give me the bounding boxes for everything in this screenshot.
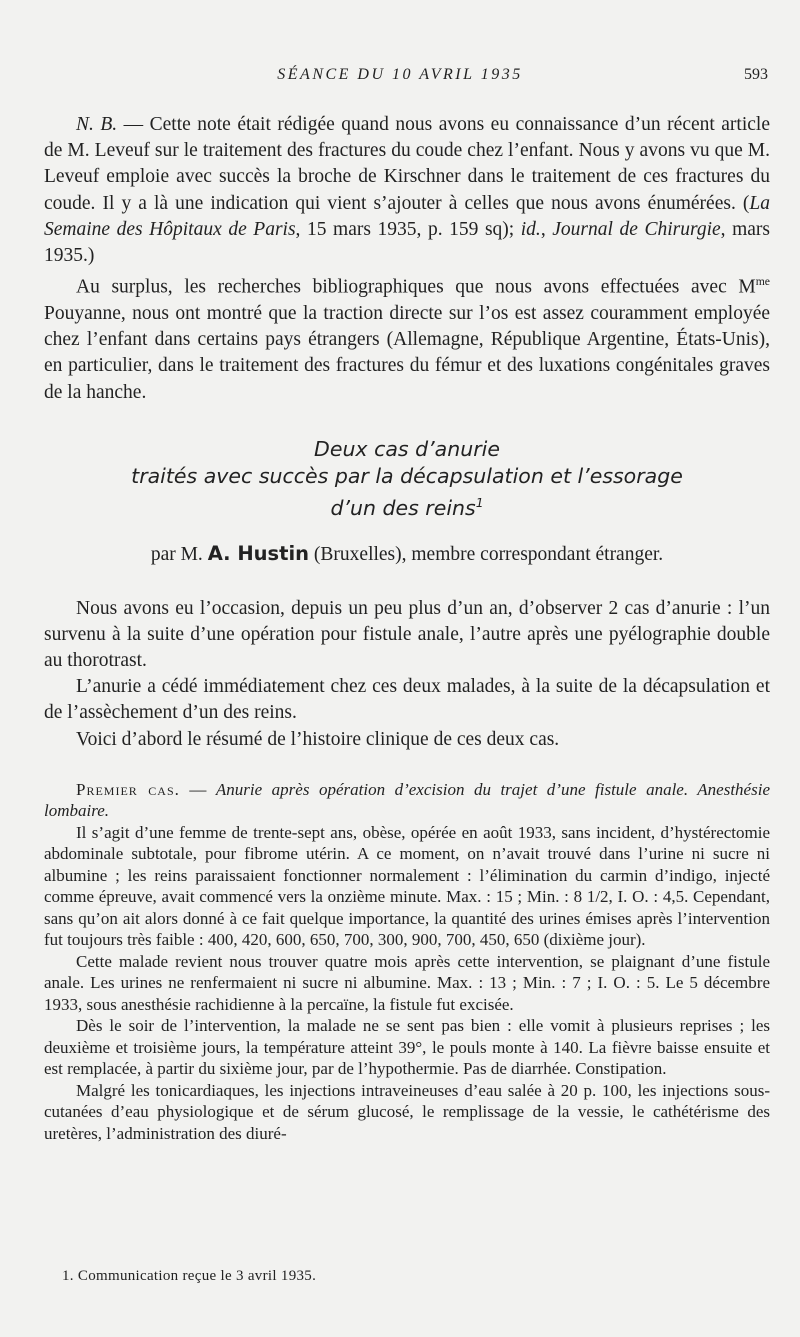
case1-paragraph: Il s’agit d’une femme de trente-sept ans, obèse, opérée en août 1933, sans incident, d’hystérectomie abdominale subtotale, pour fibrome utérin. A ce moment, on n’avait trouvé dans l’urine ni sucre ni albumine ; les reins paraissaient fonctionner normalement : l’élimination du carmin d’indigo, injecté comme épreuve, avait commencé vers la onzième minute. Max. : 15 ; Min. : 8 1/2, I. O. : 4,5. Cependant, sans qu’on ait alors donné à ce fait quelque importance, la quantité des urines émises après l’intervention fut toujours très faible : 400, 420, 600, 650, 700, 300, 900, 700, 450, 650 (dixième jour). [44, 822, 770, 950]
nb-text: , 15 mars 1935, p. 159 sq); [295, 218, 521, 240]
byline-prefix: par M. [150, 543, 208, 565]
case1-dash: — [179, 779, 216, 799]
superscript-me: me [755, 275, 770, 289]
case1-paragraph: Dès le soir de l’intervention, la malade ne se sent pas bien : elle vomit à plusieurs reprises ; les deuxième et troisième jours, la température atteint 39°, le pouls monte à 140. La fièvre baisse ensuite et est remplacée, à partir du sixième jour, par de l’hypothermie. Pas de diarrhée. Constipation. [44, 1016, 770, 1079]
nb-text: , [540, 218, 553, 240]
surplus-text: Au surplus, les recherches bibliographiques que nous avons effectuées avec M [76, 276, 756, 298]
article-title-line: traités avec succès par la décapsulation et l’essorage [131, 463, 683, 488]
page-body [44, 112, 770, 1144]
case1-section [44, 779, 770, 1145]
case1-title: Anurie après opération d’excision du trajet d’une fistule anale. Anesthésie lombaire. [44, 779, 770, 821]
nb-text: — Cette note était rédigée quand nous avons eu connaissance d’un récent article de M. Leveuf sur le traitement des fractures du coude chez l’enfant. Nous y avons vu que M. Leveuf emploie avec succès la broche de Kirschner dans le traitement de ces fractures du coude. Il y a là une indication qui vient s’ajouter à celles que nous avons énumérées. ( [44, 114, 770, 214]
intro-paragraph: Nous avons eu l’occasion, depuis un peu plus d’un an, d’observer 2 cas d’anurie : l’un survenu à la suite d’une opération pour fistule anale, l’autre après une pyélographie double au thorotrast. [44, 597, 770, 671]
footnote-marker: 1 [475, 495, 484, 510]
intro-section [44, 596, 770, 753]
nb-text: , mars 1935.) [44, 218, 770, 267]
running-title: SÉANCE DU 10 AVRIL 1935 [277, 66, 523, 83]
nb-ref-journal: La Semaine des Hôpitaux de Paris [44, 192, 770, 240]
case1-paragraph: Malgré les tonicardiaques, les injections intraveineuses d’eau salée à 20 p. 100, les injections sous-cutanées d’eau physiologique et de sérum glucosé, le remplissage de la vessie, le cathétérisme des uretères, l’administration des diuré- [44, 1080, 770, 1143]
nb-label: N. B. [76, 114, 118, 135]
surplus-text: Pouyanne, nous ont montré que la traction directe sur l’os est assez couramment employée chez l’enfant dans certains pays étrangers (Allemagne, République Argentine, États-Unis), en particulier, dans le traitement des fractures du fémur et des luxations congénitales graves de la hanche. [44, 302, 770, 403]
nb-ref-id: id. [520, 218, 541, 240]
byline [44, 542, 770, 566]
surplus-paragraph [44, 269, 770, 406]
footnote: 1. Communication reçue le 3 avril 1935. [62, 1268, 317, 1284]
case1-heading [44, 779, 770, 822]
intro-paragraph: L’anurie a cédé immédiatement chez ces deux malades, à la suite de la décapsulation et de l’assèchement d’un des reins. [44, 676, 770, 724]
intro-paragraph: Voici d’abord le résumé de l’histoire clinique de ces deux cas. [76, 728, 560, 750]
page-header [0, 66, 800, 90]
article-title [44, 436, 770, 522]
article-title-line: Deux cas d’anurie [314, 436, 500, 461]
article-title-line [44, 490, 770, 522]
page-number: 593 [744, 66, 768, 83]
article-title-text: d’un des reins [330, 495, 476, 520]
author-name: A. Hustin [207, 541, 310, 565]
byline-affiliation: (Bruxelles), membre correspondant étranger. [309, 543, 664, 565]
nb-paragraph [44, 112, 770, 269]
nb-ref-journal-chirurgie: Journal de Chirurgie [552, 218, 721, 240]
case1-paragraph: Cette malade revient nous trouver quatre mois après cette intervention, se plaignant d’une fistule anale. Les urines ne renfermaient ni sucre ni albumine. Max. : 13 ; Min. : 7 ; I. O. : 5. Le 5 décembre 1933, sous anesthésie rachidienne à la percaïne, la fistule fut excisée. [44, 951, 770, 1014]
case1-label: Premier cas. [76, 779, 180, 799]
